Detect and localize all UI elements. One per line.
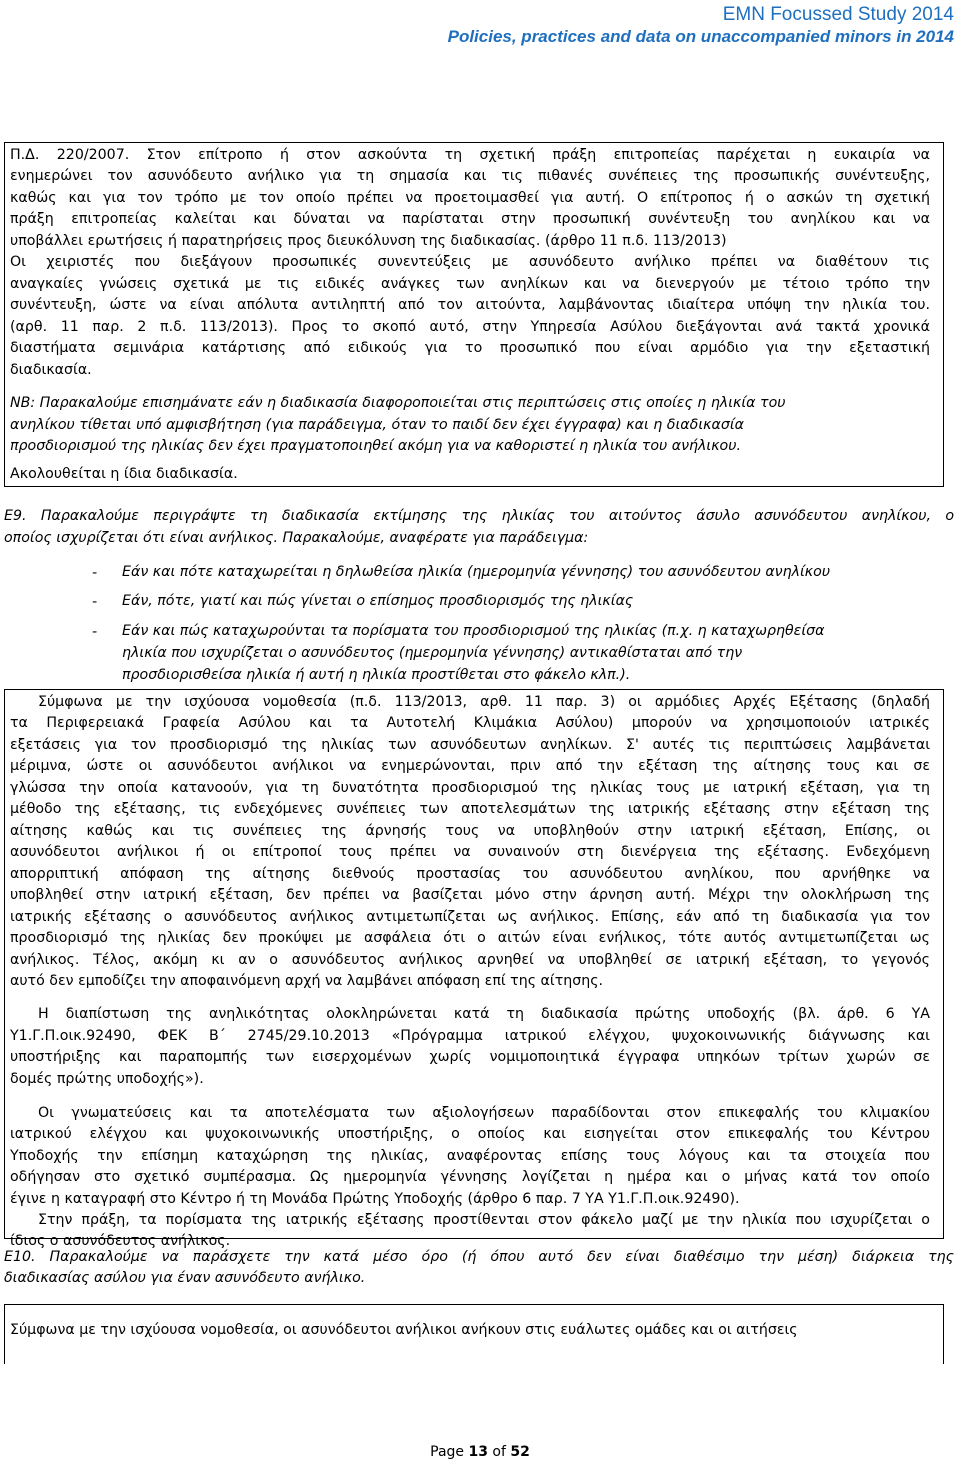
text-line: υποστήριξης και παραπομπής των εισερχομένων χωρίς νομιμοποιητικά έγγραφα υπηκόων τρίτων χωρών σε bbox=[10, 1049, 930, 1065]
bullet-line: Εάν και πότε καταχωρείται η δηλωθείσα ηλικία (ημερομηνία γέννησης) του ασυνόδευτου ανηλίκου bbox=[122, 564, 831, 580]
text-line: ανήλικος. Τέλος, ακόμη κι αν ο ασυνόδευτος ανήλικος αρνηθεί να υποβληθεί σε ιατρική εξέταση, το γεγονός bbox=[10, 952, 930, 968]
text-line: τα Περιφερειακά Γραφεία Ασύλου και τα Αυτοτελή Κλιμάκια Ασύλου) μπορούν να χρησιμοποιούν ιατρικές bbox=[10, 715, 930, 731]
text-line: υποβληθεί στην ιατρική εξέταση, δεν πρέπει να βασίζεται μόνο στην άρνηση αυτή. Μέχρι την ολοκλήρωση της bbox=[10, 887, 930, 903]
question-line: Ε10. Παρακαλούμε να παράσχετε την κατά μέσο όρο (ή όπου αυτό δεν είναι διαθέσιμο την μέση) διάρκεια της bbox=[4, 1249, 954, 1265]
bullet-item bbox=[122, 561, 942, 583]
text-line: Οι χειριστές που διεξάγουν προσωπικές συνεντεύξεις με ασυνόδευτο ανήλικο πρέπει να διαθέτουν τις bbox=[10, 254, 930, 270]
text-line: αναγκαίες γνώσεις σχετικά με τις ειδικές ανάγκες των ανηλίκων και να διενεργούν με τέτοιο τρόπο την bbox=[10, 276, 930, 292]
study-subtitle: Policies, practices and data on unaccompanied minors in 2014 bbox=[447, 27, 954, 46]
page-total: 52 bbox=[510, 1444, 530, 1460]
text-line: Στην πράξη, τα πορίσματα της ιατρικής εξέτασης προστίθενται στον φάκελο μαζί με την ηλικία που ισχυρίζεται ο bbox=[38, 1212, 930, 1228]
text-line: δομές πρώτης υποδοχής»). bbox=[10, 1071, 204, 1087]
question-line: διαδικασίας ασύλου για έναν ασυνόδευτο ανήλικο. bbox=[4, 1270, 366, 1286]
page-footer bbox=[0, 1444, 960, 1460]
text-line: Υ1.Γ.Π.οικ.92490, ΦΕΚ Β΄ 2745/29.10.2013 «Πρόγραμμα ιατρικού ελέγχου, ψυχοκοινωνικής διάγνωσης και bbox=[10, 1028, 930, 1044]
bullet-item bbox=[122, 590, 942, 612]
text-line: Σύμφωνα με την ισχύουσα νομοθεσία, οι ασυνόδευτοι ανήλικοι ανήκουν στις ευάλωτες ομάδες και οι αιτήσεις bbox=[10, 1322, 798, 1338]
text-line: διαστήματα σεμινάρια κατάρτισης από ειδικούς για το προσωπικό που είναι αρμόδιο για την εξεταστική bbox=[10, 340, 930, 356]
bullet-dash: - bbox=[92, 594, 98, 610]
text-line: έγινε η καταγραφή στο Κέντρο ή τη Μονάδα Πρώτης Υποδοχής (άρθρο 6 παρ. 7 ΥΑ Υ1.Γ.Π.οικ.92490). bbox=[10, 1191, 740, 1207]
text-line: καθώς και για τον τρόπο με τον οποίο πρέπει να προετοιμασθεί για αυτή. Ο επίτροπος ή ο ασκών τη σχετική bbox=[10, 190, 930, 206]
page-middle: of bbox=[487, 1444, 511, 1460]
text-line: (αρθ. 11 παρ. 2 π.δ. 113/2013). Προς το σκοπό αυτό, στην Υπηρεσία Ασύλου διεξάγονται ανά τακτά χρονικά bbox=[10, 319, 930, 335]
nb-line: ανηλίκου τίθεται υπό αμφισβήτηση (για παράδειγμα, όταν το παιδί δεν έχει έγγραφα) και η διαδικασία bbox=[10, 417, 744, 433]
running-header bbox=[448, 4, 954, 48]
page-prefix: Page bbox=[430, 1444, 469, 1460]
text-line: ιατρικού ελέγχου και ψυχοκοινωνικής υποστήριξης, ο οποίος και εισηγείται στον επικεφαλής του Κέντρου bbox=[10, 1126, 930, 1142]
question-line: Ε9. Παρακαλούμε περιγράψτε τη διαδικασία εκτίμησης της ηλικίας του αιτούντος άσυλο ασυνόδευτου ανηλίκου, ο bbox=[4, 508, 954, 524]
nb-line: NB: Παρακαλούμε επισημάνατε εάν η διαδικασία διαφοροποιείται στις περιπτώσεις στις οποίες η ηλικία του bbox=[10, 395, 786, 411]
text-line: διαδικασία. bbox=[10, 362, 92, 378]
bullet-item bbox=[122, 620, 942, 686]
nb-line: προσδιορισμού της ηλικίας δεν έχει πραγματοποιηθεί ακόμη για να καθοριστεί η ηλικία του ανήλικου. bbox=[10, 438, 741, 454]
text-line: Σύμφωνα με την ισχύουσα νομοθεσία (π.δ. 113/2013, αρθ. 11 παρ. 3) οι αρμόδιες Αρχές Εξέτασης (δηλαδή bbox=[38, 694, 930, 710]
study-title: EMN Focussed Study 2014 bbox=[722, 4, 954, 25]
text-line: προσδιορισμό της ηλικίας δεν προκύψει με ασφάλεια ότι ο αιτών είναι ενήλικος, τότε αυτός αντιμετωπίζεται ως bbox=[10, 930, 930, 946]
bullet-line: Εάν, πότε, γιατί και πώς γίνεται ο επίσημος προσδιορισμός της ηλικίας bbox=[122, 593, 634, 609]
text-line: εξετάσεις για τον προσδιορισμό της ηλικίας των ασυνόδευτων ανηλίκων. Σ' αυτές τις περιπτώσεις λαμβάνεται bbox=[10, 737, 930, 753]
text-line: Υποδοχής την επίσημη καταχώρηση της ηλικίας, αναφέροντας επίσης τους λόγους και τα στοιχεία που bbox=[10, 1148, 930, 1164]
text-line: Οι γνωματεύσεις και τα αποτελέσματα των αξιολογήσεων παραδίδονται στον επικεφαλής του κλιμακίου bbox=[38, 1105, 930, 1121]
text-line: αυτό δεν εμποδίζει την αποφαινόμενη αρχή να λαμβάνει απόφαση επί της αίτησης. bbox=[10, 973, 604, 989]
bullet-dash: - bbox=[92, 624, 98, 640]
bullet-dash: - bbox=[92, 565, 98, 581]
bullet-line: ηλικία που ισχυρίζεται ο ασυνόδευτος (ημερομηνία γέννησης) αντικαθίσταται από την bbox=[122, 645, 743, 661]
bullet-line: προσδιορισθείσα ηλικία ή αυτή η ηλικία προστίθεται στο φάκελο κλπ.). bbox=[122, 667, 631, 683]
question-line: οποίος ισχυρίζεται ότι είναι ανήλικος. Παρακαλούμε, αναφέρατε για παράδειγμα: bbox=[4, 530, 589, 546]
text-line: πράξη επιτροπείας καλείται και δύναται να παρίσταται στην προσωπική συνέντευξη του ανηλίκου και να bbox=[10, 211, 930, 227]
text-line: ίδιος ο ασυνόδευτος ανήλικος. bbox=[10, 1233, 231, 1249]
text-line: μέριμνα, ώστε οι ασυνόδευτοι ανήλικοι να ενημερώνονται, πριν από την εξέταση της αίτησης τους και σε bbox=[10, 758, 930, 774]
text-line: απορριπτική απόφαση της αίτησης διεθνούς προστασίας του ασυνόδευτου ανηλίκου, που αρνήθηκε να bbox=[10, 866, 930, 882]
text-line: ενημερώνει τον ασυνόδευτο ανήλικο για τη σημασία και τις πιθανές συνέπειες της προσωπικής συνέντευξης, bbox=[10, 168, 930, 184]
page-current: 13 bbox=[468, 1444, 488, 1460]
text-line: γλώσσα την οποία κατανοούν, για τη δυνατότητα προσδιορισμού της ηλικίας τους με ιατρική εξέταση, για τη bbox=[10, 780, 930, 796]
text-line: οδήγησαν στο σχετικό συμπέρασμα. Ως ημερομηνία γέννησης λογίζεται η ημέρα και ο μήνας κατά τον οποίο bbox=[10, 1169, 930, 1185]
text-line: ασυνόδευτοι ανήλικοι ή οι επίτροποί τους πρέπει να συναινούν στη διενέργεια της εξέτασης. Ενδεχόμενη bbox=[10, 844, 930, 860]
text-line: συνέντευξη, ώστε να είναι απόλυτα αντιληπτή από τον αιτούντα, λαμβάνοντας ιδιαίτερα υπόψη την ηλικία του. bbox=[10, 297, 930, 313]
text-line: Π.Δ. 220/2007. Στον επίτροπο ή στον ασκούντα τη σχετική πράξη επιτροπείας παρέχεται η ευκαιρία να bbox=[10, 147, 930, 163]
box1-closing: Ακολουθείται η ίδια διαδικασία. bbox=[10, 466, 238, 482]
text-line: Η διαπίστωση της ανηλικότητας ολοκληρώνεται κατά τη διαδικασία πρώτης υποδοχής (βλ. άρθ. 6 ΥΑ bbox=[38, 1006, 930, 1022]
text-line: ιατρικής εξέτασης ο ασυνόδευτος ανήλικος αντιμετωπίζεται ως ανήλικος. Επίσης, εάν από τη διαδικασία για τον bbox=[10, 909, 930, 925]
text-line: μέθοδο της εξέτασης, τις ενδεχόμενες συνέπειες των αποτελεσμάτων της ιατρικής εξέτασης στην εξέταση της bbox=[10, 801, 930, 817]
text-line: αίτησης καθώς και τις συνέπειες της άρνησής τους να υποβληθούν στην ιατρική εξέταση, Επίσης, οι bbox=[10, 823, 930, 839]
text-line: υποβάλλει ερωτήσεις ή παρατηρήσεις προς διευκόλυνση της διαδικασίας. (άρθρο 11 π.δ. 113/2013) bbox=[10, 233, 727, 249]
bullet-line: Εάν και πώς καταχωρούνται τα πορίσματα του προσδιορισμού της ηλικίας (π.χ. η καταχωρηθείσα bbox=[122, 623, 825, 639]
